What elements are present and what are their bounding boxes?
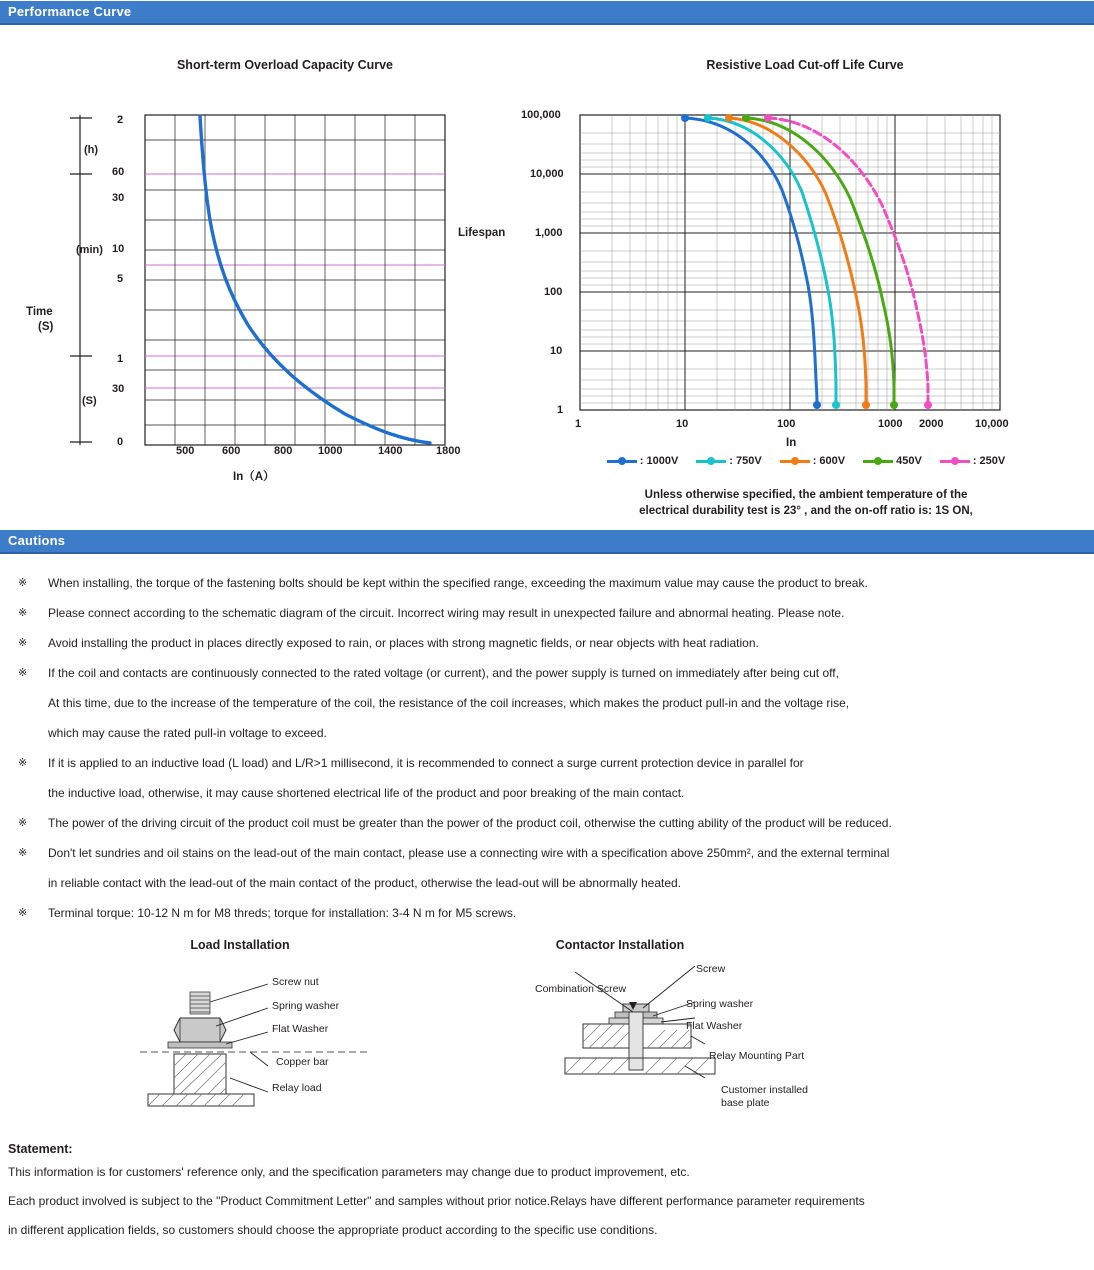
callout-spring-washer: Spring washer [686,998,754,1010]
chart-title-life: Resistive Load Cut-off Life Curve [706,58,904,72]
note-line-1: Unless otherwise specified, the ambient temperature of the [644,489,968,501]
load-installation-drawing [140,966,370,1111]
caution-text: Terminal torque: 10-12 N m for M8 threds; torque for installation: 3-4 N m for M5 screws. [48,906,517,920]
cautions-list [0,554,1094,928]
legend-label: : 600V [812,455,846,467]
right-ytick-5: 1 [557,404,564,416]
left-unit-h: (h) [84,144,99,156]
durability-test-note [560,487,1052,519]
left-ytick-7: 0 [117,436,124,448]
caution-text: Please connect according to the schematic diagram of the circuit. Incorrect wiring may result in unexpected failure and abnormal heating. Please note. [48,606,845,620]
right-ytick-2: 1,000 [535,227,563,239]
cautions-section-header [0,529,1094,554]
legend-swatch-icon [696,456,726,466]
statement-block [0,1138,1094,1265]
bullet-mark-icon: ※ [18,637,28,649]
callout-screw: Screw [696,963,726,975]
legend-label: : 750V [729,455,762,467]
section-title-performance: Performance Curve [0,1,1094,25]
legend-label: 450V [896,455,922,467]
caution-continuation: in reliable contact with the lead-out of the main contact of the product, otherwise the lead-out will be abnormally heated. [48,876,682,890]
caution-continuation: which may cause the rated pull-in voltage to exceed. [48,726,327,740]
left-ytick-4: 5 [117,273,124,285]
legend-item-250v [940,455,1005,467]
callout-spring-washer: Spring washer [272,1000,340,1012]
left-xtick-5: 1800 [436,445,461,457]
caution-text: The power of the driving circuit of the product coil must be greater than the power of the product coil, otherwise the cutting ability of the product will be reduced. [48,816,892,830]
left-xtick-3: 1000 [318,445,343,457]
right-xtick-3: 1000 [878,418,903,430]
caution-continuation: At this time, due to the increase of the temperature of the coil, the resistance of the coil increases, which makes the product pull-in and the voltage rise, [48,696,850,710]
bullet-mark-icon: ※ [18,757,28,769]
caution-item [0,598,1094,628]
right-xtick-0: 1 [575,418,582,430]
right-xtick-2: 100 [777,418,796,430]
chart-resistive-life [520,80,1060,450]
left-axis-label-time: Time [26,306,53,318]
right-ytick-4: 10 [550,345,563,357]
left-axis-label-time-unit: (S) [38,321,54,333]
right-ytick-1: 10,000 [530,168,564,180]
caution-text: If it is applied to an inductive load (L load) and L/R>1 millisecond, it is recommended to connect a surge current protection device in parallel for [48,756,804,770]
caution-continuation: the inductive load, otherwise, it may cause shortened electrical life of the product and poor breaking of the main contact. [48,786,685,800]
bullet-mark-icon: ※ [18,607,28,619]
chart-legend [560,455,1052,467]
installation-diagrams [0,938,1094,1138]
left-ytick-3: 10 [112,243,125,255]
legend-item-600v [780,455,845,467]
performance-curve-block [0,25,1094,515]
bullet-mark-icon: ※ [18,847,28,859]
caution-text: If the coil and contacts are continuously connected to the rated voltage (or current), and the power supply is turned on immediately after being cut off, [48,666,839,680]
bullet-mark-icon: ※ [18,667,28,679]
callout-screw-nut: Screw nut [272,976,319,988]
statement-title: Statement: [8,1142,73,1156]
right-xtick-4: 2000 [919,418,944,430]
left-unit-s: (S) [82,395,97,407]
caution-item [0,898,1094,928]
right-ytick-0: 100,000 [521,109,561,121]
legend-item-750v [696,455,761,467]
legend-label: : 250V [972,455,1006,467]
caution-text: Don't let sundries and oil stains on the lead-out of the main contact, please use a connecting wire with a specification above 250mm², and the external terminal [48,846,890,860]
callout-base-plate: base plate [721,1097,770,1109]
callout-flat-washer: Flat Washer [686,1020,743,1032]
legend-swatch-icon [607,456,637,466]
left-ytick-6: 30 [112,383,125,395]
bullet-mark-icon: ※ [18,577,28,589]
caution-item [0,628,1094,658]
right-xtick-1: 10 [676,418,689,430]
contactor-installation-title: Contactor Installation [555,938,685,952]
statement-paragraph-2: Each product involved is subject to the "Product Commitment Letter" and samples without prior notice.Relays have different performance parameter requirements [8,1194,865,1208]
caution-item [0,808,1094,838]
callout-combination-screw: Combination Screw [535,983,627,995]
legend-item-450v [863,455,922,467]
load-installation-title: Load Installation [190,938,290,952]
legend-swatch-icon [780,456,810,466]
note-line-2: electrical durability test is 23° , and the on-off ratio is: 1S ON, [639,505,973,517]
left-xtick-4: 1400 [378,445,403,457]
left-xtick-0: 500 [176,445,195,457]
callout-customer-installed: Customer installed [721,1084,808,1096]
left-ytick-5: 1 [117,353,124,365]
performance-curve-section-header [0,0,1094,25]
right-xtick-5: 10,000 [975,418,1009,430]
caution-text: Avoid installing the product in places directly exposed to rain, or places with strong magnetic fields, or near objects with heat radiation. [48,636,759,650]
section-title-cautions: Cautions [0,530,1094,554]
chart-title-overload: Short-term Overload Capacity Curve [176,58,394,72]
left-ytick-1: 60 [112,166,125,178]
caution-item [0,658,1094,688]
bullet-mark-icon: ※ [18,907,28,919]
chart-overload-capacity [0,80,520,500]
legend-label: : 1000V [639,455,679,467]
legend-swatch-icon [940,456,970,466]
bullet-mark-icon: ※ [18,817,28,829]
caution-item [0,568,1094,598]
legend-swatch-icon [863,456,893,466]
caution-item [0,748,1094,778]
left-xtick-2: 800 [274,445,293,457]
right-ytick-3: 100 [544,286,563,298]
caution-item [0,838,1094,868]
legend-item-1000v [607,455,679,467]
callout-relay-mounting-part: Relay Mounting Part [709,1050,805,1062]
caution-text: When installing, the torque of the fastening bolts should be kept within the specified range, exceeding the maximum value may cause the product to break. [48,576,868,590]
callout-flat-washer: Flat Washer [272,1023,329,1035]
right-axis-label-lifespan: Lifespan [458,227,506,239]
left-ytick-0: 2 [117,114,124,126]
callout-relay-load: Relay load [272,1082,322,1094]
left-unit-min: (min) [76,244,103,256]
statement-paragraph-3: in different application fields, so customers should choose the appropriate product according to the specific use conditions. [8,1223,658,1237]
left-xtick-1: 600 [222,445,241,457]
statement-paragraph-1: This information is for customers' reference only, and the specification parameters may change due to product improvement, etc. [8,1165,690,1179]
left-xaxis-label: In（A） [233,471,275,483]
callout-copper-bar: Copper bar [276,1056,329,1068]
right-xaxis-label: In [786,437,797,449]
left-ytick-2: 30 [112,192,125,204]
